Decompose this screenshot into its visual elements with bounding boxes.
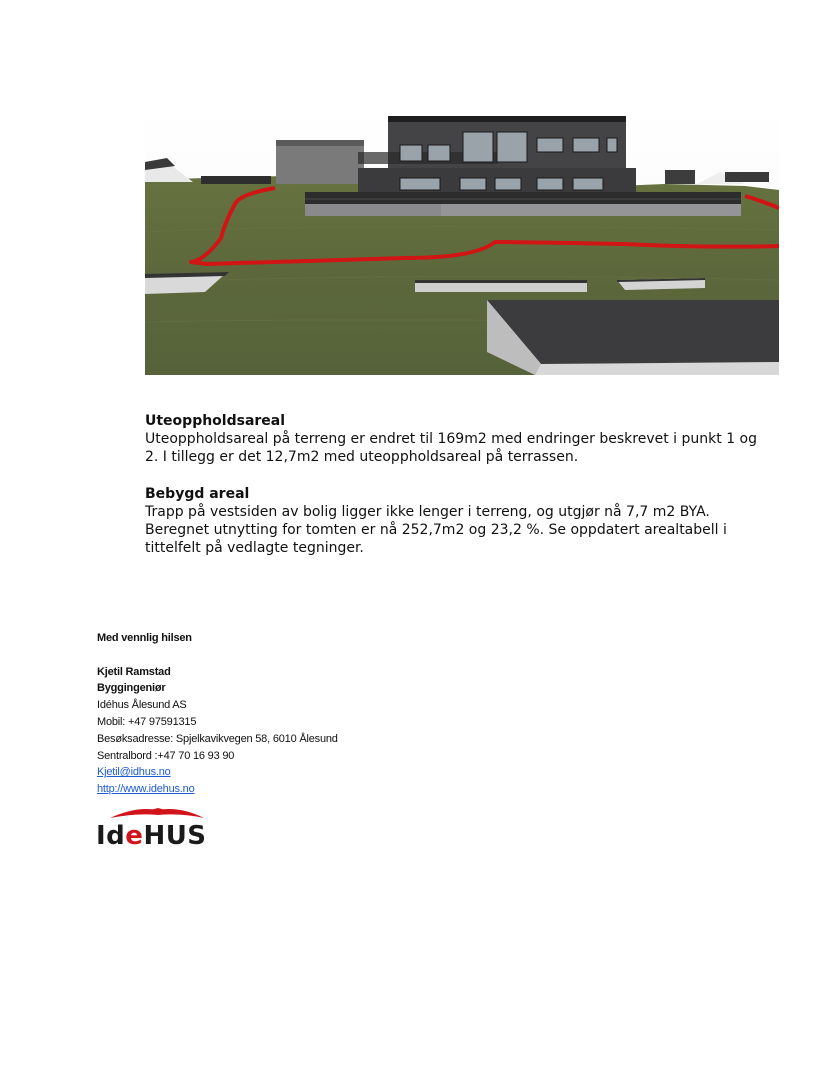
logo-text-e: e [125,821,144,848]
logo-text-id: Id [96,821,126,848]
greeting: Med vennlig hilsen [97,632,192,644]
svg-text:IdeHUS [96,821,207,848]
section-bebygd-areal [145,485,765,557]
company-name: Idéhus Ålesund AS [97,699,187,712]
signer-name: Kjetil Ramstad [97,665,171,678]
signer-title: Byggingeniør [97,682,166,695]
logo-text-hus: HUS [143,821,207,848]
visiting-address: Besøksadresse: Spjelkavikvegen 58, 6010 Ålesund [97,732,338,745]
section-body: Trapp på vestsiden av bolig ligger ikke lenger i terreng, og utgjør nå 7,7 m2 BYA. Beregnet utnytting for tomten er nå 252,7m2 og 23,2 %. Se oppdatert arealtabell i tittelfelt på vedlagte tegninger. [145,504,727,556]
email-signature [97,630,397,798]
section-uteoppholdsareal [145,412,765,466]
section-heading: Uteoppholdsareal [145,413,286,429]
idehus-logo [96,808,214,848]
website-link[interactable]: http://www.idehus.no [97,783,195,796]
mobile-number: Mobil: +47 97591315 [97,715,197,728]
section-heading: Bebygd areal [145,486,250,502]
switchboard-number: Sentralbord :+47 70 16 93 90 [97,749,235,762]
site-render-image [145,112,779,375]
email-link[interactable]: Kjetil@idhus.no [97,766,171,779]
section-body: Uteoppholdsareal på terreng er endret til 169m2 med endringer beskrevet i punkt 1 og 2. I tillegg er det 12,7m2 med uteoppholdsareal på terrassen. [145,431,758,465]
